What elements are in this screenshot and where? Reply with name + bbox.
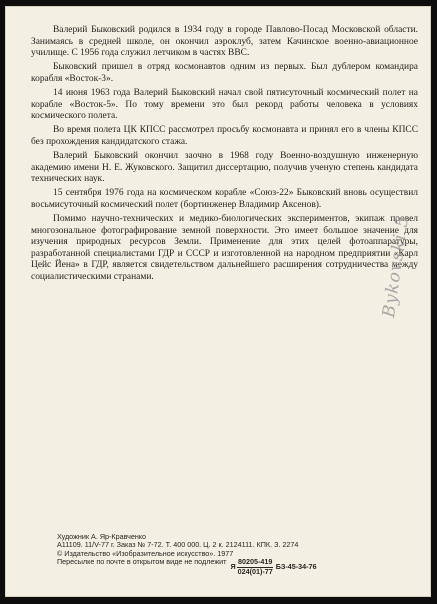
index-suffix: БЗ-45-34-76 <box>275 561 317 571</box>
index-fraction <box>230 558 316 576</box>
index-prefix: Я <box>230 561 236 571</box>
postcard-back <box>5 6 431 597</box>
paragraph-birth: Валерий Быковский родился в 1934 году в городе Павлово-Посад Московской области. Занимаясь в средней школе, он окончил аэроклуб, затем Качинское военно-авиационное училище. С 1956 года служил летчиком в частях ВВС. <box>31 25 418 59</box>
paragraph-party-membership: Во время полета ЦК КПСС рассмотрел просьбу космонавта и принял его в члены КПСС без прохождения кандидатского стажа. <box>31 125 418 147</box>
artist-credit: Художник А. Яр-Кравченко <box>57 532 147 541</box>
index-stack <box>237 558 274 576</box>
index-top: 80205-419 <box>238 557 273 567</box>
print-codes: А11109. 11/V-77 г. Заказ № 7-72. Т. 400 000. Ц. 2 к. 2124111. КПК. З. 2274 <box>57 540 299 550</box>
postal-note: Пересылке по почте в открытом виде не подлежит <box>57 557 227 567</box>
paragraph-experiments: Помимо научно-технических и медико-биологических экспериментов, экипаж провел многозональное фотографирование земной поверхности. Это имеет большое значение для изучения природных ресурсов Земли. Применение для этих целей фотоаппаратуры, разработанной специалистами ГДР и СССР и изготовленной на народном предприятии «Карл Цейс Йена» в ГДР, является свидетельством дальнейшего расширения сотрудничества между социалистическими странами. <box>31 213 418 282</box>
handwritten-pencil-note: Bykovski 5 <box>379 214 414 319</box>
publisher-copyright: © Издательство «Изобразительное искусство». 1977 <box>57 548 234 558</box>
index-bottom: 024(01)-77 <box>237 566 273 576</box>
paragraph-academy: Валерий Быковский окончил заочно в 1968 году Военно-воздушную инженерную академию имени Н. Е. Жуковского. Защитил диссертацию, получив ученую степень кандидата технических наук. <box>31 150 418 185</box>
publication-imprint <box>57 533 417 576</box>
biography-text <box>31 25 418 286</box>
paragraph-vostok-5: 14 июня 1963 года Валерий Быковский начал свой пятисуточный космический полет на корабле «Восток-5». По тому времени это был рекорд работы человека в условиях космического полета. <box>31 87 418 122</box>
postal-line <box>57 558 417 576</box>
paragraph-soyuz-22: 15 сентября 1976 года на космическом корабле «Союз-22» Быковский вновь осуществил восьмисуточный космический полет (бортинженер Владимир Аксенов). <box>31 188 418 210</box>
paragraph-cosmonaut-group: Быковский пришел в отряд космонавтов одним из первых. Был дублером командира корабля «Восток-3». <box>31 62 418 84</box>
